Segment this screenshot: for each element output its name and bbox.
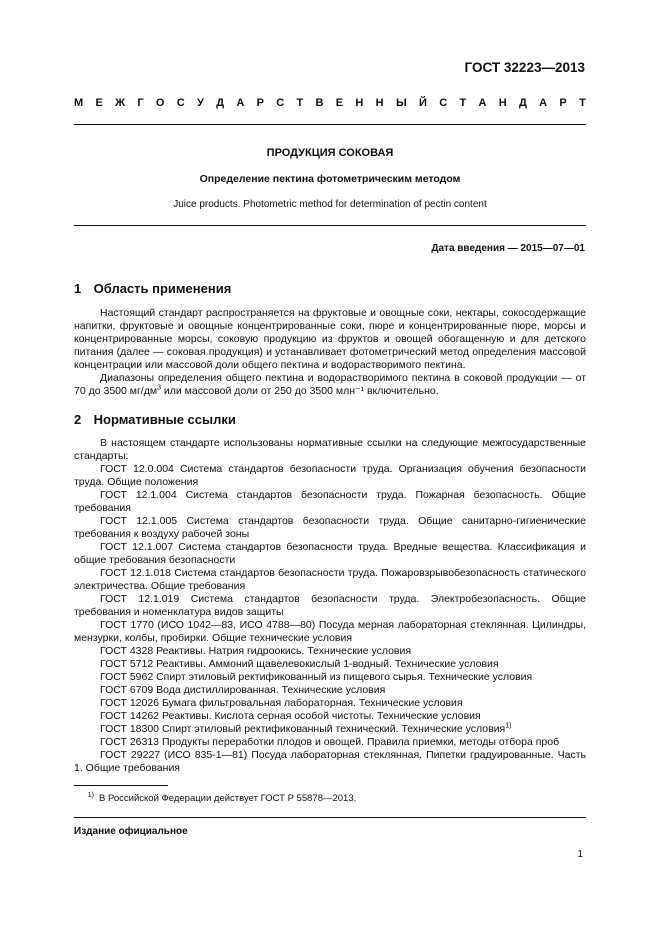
reference-item: ГОСТ 12.1.007 Система стандартов безопасности труда. Вредные вещества. Классификация и общие требования безопасности xyxy=(74,541,586,566)
references-lead: В настоящем стандарте использованы нормативные ссылки на следующие межгосударственные стандарты: xyxy=(74,437,586,462)
reference-item: ГОСТ 5712 Реактивы. Аммоний щавелевокислый 1-водный. Технические условия xyxy=(100,658,499,670)
section-1-heading xyxy=(74,281,231,296)
reference-item: ГОСТ 14262 Реактивы. Кислота серная особой чистоты. Технические условия xyxy=(100,710,481,722)
reference-item: ГОСТ 6709 Вода дистиллированная. Технические условия xyxy=(100,684,386,696)
scope-paragraph: Настоящий стандарт распространяется на фруктовые и овощные соки, нектары, сокосодержащие напитки, фруктовые и овощные концентрированные соки, пюре и концентрированные пюре, морсы и концентрированные морсы, соковую продукцию из фруктов и овощей обогащенную и для детского питания (далее — соковая продукция) и устанавливает фотометрический метод определения массовой концентрации или массовой доли общего пектина и водорастворимого пектина. xyxy=(74,307,586,371)
top-divider xyxy=(74,124,586,125)
section-2-number: 2 xyxy=(74,412,82,427)
reference-item: ГОСТ 4328 Реактивы. Натрия гидроокись. Технические условия xyxy=(100,645,412,657)
reference-item: ГОСТ 12.1.019 Система стандартов безопасности труда. Электробезопасность. Общие требования и номенклатура видов защиты xyxy=(74,593,586,618)
footer-divider xyxy=(74,817,586,818)
section-1-number: 1 xyxy=(74,281,82,296)
section-1-title: Область применения xyxy=(93,281,232,296)
footnote-divider xyxy=(74,785,168,786)
reference-item: ГОСТ 12.1.004 Система стандартов безопасности труда. Пожарная безопасность. Общие требования xyxy=(74,489,586,514)
english-title: Juice products. Photometric method for determination of pectin content xyxy=(173,199,487,210)
section-1-body xyxy=(74,307,586,398)
document-subtitle: Определение пектина фотометрическим методом xyxy=(199,173,461,185)
reference-item: ГОСТ 1770 (ИСО 1042—83, ИСО 4788—80) Посуда мерная лабораторная стеклянная. Цилиндры, мензурки, колбы, пробирки. Общие технические условия xyxy=(74,619,586,644)
range-paragraph: Диапазоны определения общего пектина и водорастворимого пектина в соковой продукции — от 70 до 3500 $мг/дм^3$ или массовой доли от 250 до 3500 млн⁻¹ включительно. xyxy=(74,372,586,397)
footnote: $^{1)}$ В Российской Федерации действует ГОСТ Р 55878—2013. xyxy=(87,791,357,804)
standard-type-banner: М Е Ж Г О С У Д А Р С Т В Е Н Н Ы Й С Т А Н Д А Р Т xyxy=(74,97,586,109)
page-number: 1 xyxy=(577,849,583,860)
footnote-marker: 1) xyxy=(505,722,512,730)
section-2-body xyxy=(74,437,586,775)
reference-item: ГОСТ 12.1.005 Система стандартов безопасности труда. Общие санитарно-гигиенические требования к воздуху рабочей зоны xyxy=(74,515,586,540)
reference-item-18300: ГОСТ 18300 Спирт этиловый ректификованный технический. Технические условия$^{1)}$ xyxy=(100,722,512,735)
section-2-title: Нормативные ссылки xyxy=(93,412,236,427)
reference-item: ГОСТ 5962 Спирт этиловый ректификованный из пищевого сырья. Технические условия xyxy=(100,671,533,683)
reference-item: ГОСТ 29227 (ИСО 835-1—81) Посуда лабораторная стеклянная. Пипетки градуированные. Часть 1. Общие требования xyxy=(74,749,586,774)
title-divider xyxy=(74,225,586,226)
introduction-date: Дата введения — 2015—07—01 xyxy=(431,243,585,254)
official-edition-label: Издание официальное xyxy=(74,826,188,837)
document-title: ПРОДУКЦИЯ СОКОВАЯ xyxy=(266,147,394,159)
section-2-heading xyxy=(74,412,236,427)
reference-item: ГОСТ 12026 Бумага фильтровальная лабораторная. Технические условия xyxy=(100,697,463,709)
reference-item: ГОСТ 12.1.018 Система стандартов безопасности труда. Пожаровзрывобезопасность статического электричества. Общие требования xyxy=(74,567,586,592)
standard-code: ГОСТ 32223—2013 xyxy=(464,60,585,75)
reference-item: ГОСТ 26313 Продукты переработки плодов и овощей. Правила приемки, методы отбора проб xyxy=(100,736,560,748)
reference-item: ГОСТ 12.0.004 Система стандартов безопасности труда. Организация обучения безопасности труда. Общие положения xyxy=(74,463,586,488)
